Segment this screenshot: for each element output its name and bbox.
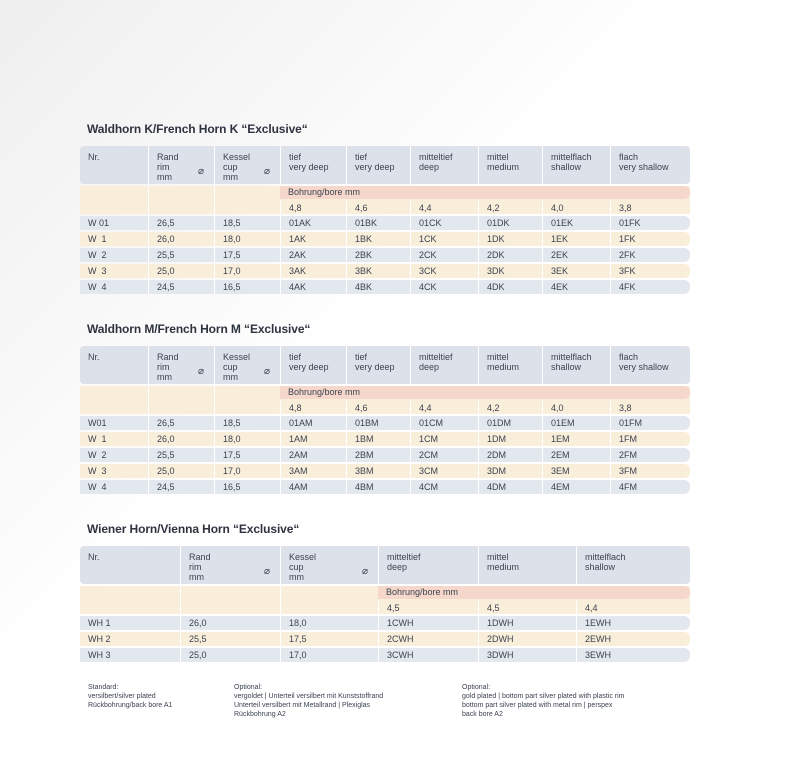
table-cell: 16,5 xyxy=(214,480,280,494)
table-cell: 01EM xyxy=(542,416,610,430)
bore-value: 4,5 xyxy=(478,601,576,614)
header-cell: Kessel cup mm xyxy=(280,546,378,584)
note-standard: Standard: versilbert/silver plated Rückbohrung/back bore A1 xyxy=(88,684,173,709)
table-cell: 2FM xyxy=(610,448,690,462)
table-row xyxy=(80,264,690,278)
table-cell: 4EK xyxy=(542,280,610,294)
table-cell: 1FM xyxy=(610,432,690,446)
table-cell: 25,0 xyxy=(180,648,280,662)
table-title: Waldhorn K/French Horn K “Exclusive“ xyxy=(87,122,308,136)
table-cell: 24,5 xyxy=(148,280,214,294)
table-cell: 16,5 xyxy=(214,280,280,294)
bore-empty-cell xyxy=(148,186,214,214)
table-cell: W 1 xyxy=(88,434,107,444)
table-cell: 01DM xyxy=(478,416,542,430)
table-cell: 4AK xyxy=(280,280,346,294)
header-cell: tief very deep xyxy=(280,346,346,384)
table-cell: 4DM xyxy=(478,480,542,494)
bore-value: 4,8 xyxy=(280,201,346,214)
table-cell: 4FM xyxy=(610,480,690,494)
table-cell: 24,5 xyxy=(148,480,214,494)
bore-value: 4,5 xyxy=(378,601,478,614)
table-cell: W 01 xyxy=(88,218,110,228)
table-cell: 3AM xyxy=(280,464,346,478)
table-cell: 26,5 xyxy=(148,416,214,430)
header-cell: mitteltief deep xyxy=(378,546,478,584)
table-row xyxy=(80,448,690,462)
table-cell: W 1 xyxy=(88,234,107,244)
table-cell: 1DWH xyxy=(478,616,576,630)
table-cell: 25,5 xyxy=(148,448,214,462)
table-cell: 1FK xyxy=(610,232,690,246)
diameter-icon: ⌀ xyxy=(198,166,205,177)
table-cell: 26,5 xyxy=(148,216,214,230)
bore-band xyxy=(80,386,690,414)
header-cell: Nr. xyxy=(88,152,100,162)
table-cell: 18,0 xyxy=(214,432,280,446)
table-cell: 2AK xyxy=(280,248,346,262)
table-cell: 1AM xyxy=(280,432,346,446)
table-row xyxy=(80,480,690,494)
table-cell: 25,0 xyxy=(148,264,214,278)
header-cell: mittelflach shallow xyxy=(542,346,610,384)
table-row xyxy=(80,280,690,294)
table-row xyxy=(80,216,690,230)
header-cell: mittel medium xyxy=(478,346,542,384)
table-cell: 2CK xyxy=(410,248,478,262)
table-cell: 01CK xyxy=(410,216,478,230)
table-cell: 2CM xyxy=(410,448,478,462)
bore-value: 3,8 xyxy=(610,201,690,214)
table-title: Wiener Horn/Vienna Horn “Exclusive“ xyxy=(87,522,300,536)
table-cell: 3BM xyxy=(346,464,410,478)
note-optional-de: Optional: vergoldet | Unterteil versilbert mit Kunststoffrand Unterteil versilbert mit Metallrand | Plexiglas Rückbohrung A2 xyxy=(234,684,384,718)
table-row xyxy=(80,648,690,662)
bore-value: 4,4 xyxy=(410,201,478,214)
table-cell: 2EK xyxy=(542,248,610,262)
table-cell: 3FK xyxy=(610,264,690,278)
table-cell: 2DK xyxy=(478,248,542,262)
table-cell: 1BM xyxy=(346,432,410,446)
table-cell: 1DM xyxy=(478,432,542,446)
table-cell: 25,5 xyxy=(180,632,280,646)
table-cell: 01BK xyxy=(346,216,410,230)
table-cell: 2EM xyxy=(542,448,610,462)
bore-value: 4,6 xyxy=(346,201,410,214)
table-cell: 4AM xyxy=(280,480,346,494)
header-cell: mittel medium xyxy=(478,546,576,584)
header-cell: mittel medium xyxy=(478,146,542,184)
table-cell: 2FK xyxy=(610,248,690,262)
table-cell: 2DWH xyxy=(478,632,576,646)
table-cell: 3CWH xyxy=(378,648,478,662)
diameter-icon: ⌀ xyxy=(198,366,205,377)
header-cell: Rand rim mm xyxy=(148,346,214,384)
header-cell: mitteltief deep xyxy=(410,146,478,184)
bore-empty-cell xyxy=(214,186,280,214)
table-cell: 3BK xyxy=(346,264,410,278)
table-cell: W 2 xyxy=(88,450,107,460)
table-cell: 4BM xyxy=(346,480,410,494)
table-cell: 1BK xyxy=(346,232,410,246)
bore-value: 4,8 xyxy=(280,401,346,414)
table-row xyxy=(80,232,690,246)
table-cell: 01CM xyxy=(410,416,478,430)
table-cell: 2DM xyxy=(478,448,542,462)
table-cell: W 3 xyxy=(88,466,107,476)
table-cell: 01FM xyxy=(610,416,690,430)
header-cell: Rand rim mm xyxy=(148,146,214,184)
table-cell: 18,0 xyxy=(280,616,378,630)
header-cell: mittelflach shallow xyxy=(576,546,690,584)
bore-empty-cell xyxy=(148,386,214,414)
bore-value: 4,0 xyxy=(542,401,610,414)
table-cell: 26,0 xyxy=(148,232,214,246)
table-cell: 3AK xyxy=(280,264,346,278)
table-cell: 4DK xyxy=(478,280,542,294)
table-cell: 1EK xyxy=(542,232,610,246)
table-cell: 01FK xyxy=(610,216,690,230)
table-cell: 25,0 xyxy=(148,464,214,478)
bore-band xyxy=(80,586,690,614)
bore-label: Bohrung/bore mm xyxy=(378,586,690,599)
table-cell: 17,5 xyxy=(280,632,378,646)
table-cell: 18,5 xyxy=(214,216,280,230)
header-cell: tief very deep xyxy=(346,346,410,384)
table-cell: 3CK xyxy=(410,264,478,278)
table-cell: 2CWH xyxy=(378,632,478,646)
table-cell: 17,0 xyxy=(214,264,280,278)
table-cell: 1DK xyxy=(478,232,542,246)
header-cell: flach very shallow xyxy=(610,146,690,184)
header-cell: Kessel cup mm xyxy=(214,346,280,384)
bore-value: 4,0 xyxy=(542,201,610,214)
bore-value: 3,8 xyxy=(610,401,690,414)
table-row xyxy=(80,248,690,262)
table-cell: 17,5 xyxy=(214,248,280,262)
table-cell: 1CWH xyxy=(378,616,478,630)
table-cell: 2AM xyxy=(280,448,346,462)
bore-value: 4,2 xyxy=(478,201,542,214)
bore-value: 4,6 xyxy=(346,401,410,414)
table-cell: 1CK xyxy=(410,232,478,246)
bore-empty-cell xyxy=(80,186,148,214)
table-cell: 1EWH xyxy=(576,616,690,630)
header-cell: flach very shallow xyxy=(610,346,690,384)
header-cell: Kessel cup mm xyxy=(214,146,280,184)
table-cell: 2BK xyxy=(346,248,410,262)
table-cell: 17,0 xyxy=(214,464,280,478)
table-cell: 3DK xyxy=(478,264,542,278)
header-cell: Nr. xyxy=(88,352,100,362)
diameter-icon: ⌀ xyxy=(362,566,369,577)
bore-label: Bohrung/bore mm xyxy=(280,386,690,399)
bore-value: 4,4 xyxy=(576,601,690,614)
table-row xyxy=(80,416,690,430)
table-cell: 2EWH xyxy=(576,632,690,646)
table-cell: 4EM xyxy=(542,480,610,494)
table-cell: 4CK xyxy=(410,280,478,294)
table-title: Waldhorn M/French Horn M “Exclusive“ xyxy=(87,322,311,336)
table-cell: 18,0 xyxy=(214,232,280,246)
table-cell: W01 xyxy=(88,418,107,428)
diameter-icon: ⌀ xyxy=(264,166,271,177)
table-cell: 3FM xyxy=(610,464,690,478)
table-header-row xyxy=(80,346,690,384)
table-cell: 1EM xyxy=(542,432,610,446)
bore-value: 4,4 xyxy=(410,401,478,414)
bore-empty-cell xyxy=(180,586,280,614)
table-cell: 3CM xyxy=(410,464,478,478)
table-cell: WH 3 xyxy=(88,650,111,660)
header-cell: tief very deep xyxy=(346,146,410,184)
header-cell: Rand rim mm xyxy=(180,546,280,584)
table-header-row xyxy=(80,546,690,584)
bore-band xyxy=(80,186,690,214)
table-cell: 1CM xyxy=(410,432,478,446)
bore-empty-cell xyxy=(80,586,180,614)
table-cell: W 4 xyxy=(88,482,107,492)
table-cell: 4FK xyxy=(610,280,690,294)
table-cell: 3EK xyxy=(542,264,610,278)
table-cell: 4CM xyxy=(410,480,478,494)
table-cell: W 2 xyxy=(88,250,107,260)
note-optional-en: Optional: gold plated | bottom part silver plated with plastic rim bottom part silver plated with metal rim | perspex back bore A2 xyxy=(462,684,625,718)
table-cell: 3DWH xyxy=(478,648,576,662)
table-cell: 17,0 xyxy=(280,648,378,662)
table-cell: 2BM xyxy=(346,448,410,462)
table-cell: 01BM xyxy=(346,416,410,430)
table-row xyxy=(80,432,690,446)
bore-empty-cell xyxy=(280,586,378,614)
table-cell: 1AK xyxy=(280,232,346,246)
bore-empty-cell xyxy=(80,386,148,414)
table-cell: 18,5 xyxy=(214,416,280,430)
table-cell: 17,5 xyxy=(214,448,280,462)
table-header-row xyxy=(80,146,690,184)
table-cell: 3EM xyxy=(542,464,610,478)
table-cell: 26,0 xyxy=(180,616,280,630)
table-row xyxy=(80,464,690,478)
bore-empty-cell xyxy=(214,386,280,414)
table-cell: 01AK xyxy=(280,216,346,230)
diameter-icon: ⌀ xyxy=(264,366,271,377)
table-cell: W 4 xyxy=(88,282,107,292)
table-row xyxy=(80,632,690,646)
table-cell: 26,0 xyxy=(148,432,214,446)
table-cell: WH 1 xyxy=(88,618,111,628)
table-cell: 01AM xyxy=(280,416,346,430)
header-cell: tief very deep xyxy=(280,146,346,184)
table-cell: 3EWH xyxy=(576,648,690,662)
header-cell: mittelflach shallow xyxy=(542,146,610,184)
diameter-icon: ⌀ xyxy=(264,566,271,577)
table-row xyxy=(80,616,690,630)
header-cell: Nr. xyxy=(88,552,100,562)
bore-value: 4,2 xyxy=(478,401,542,414)
table-cell: 01DK xyxy=(478,216,542,230)
table-cell: 01EK xyxy=(542,216,610,230)
header-cell: mitteltief deep xyxy=(410,346,478,384)
table-cell: 3DM xyxy=(478,464,542,478)
table-cell: 4BK xyxy=(346,280,410,294)
table-cell: WH 2 xyxy=(88,634,111,644)
table-cell: 25,5 xyxy=(148,248,214,262)
bore-label: Bohrung/bore mm xyxy=(280,186,690,199)
table-cell: W 3 xyxy=(88,266,107,276)
